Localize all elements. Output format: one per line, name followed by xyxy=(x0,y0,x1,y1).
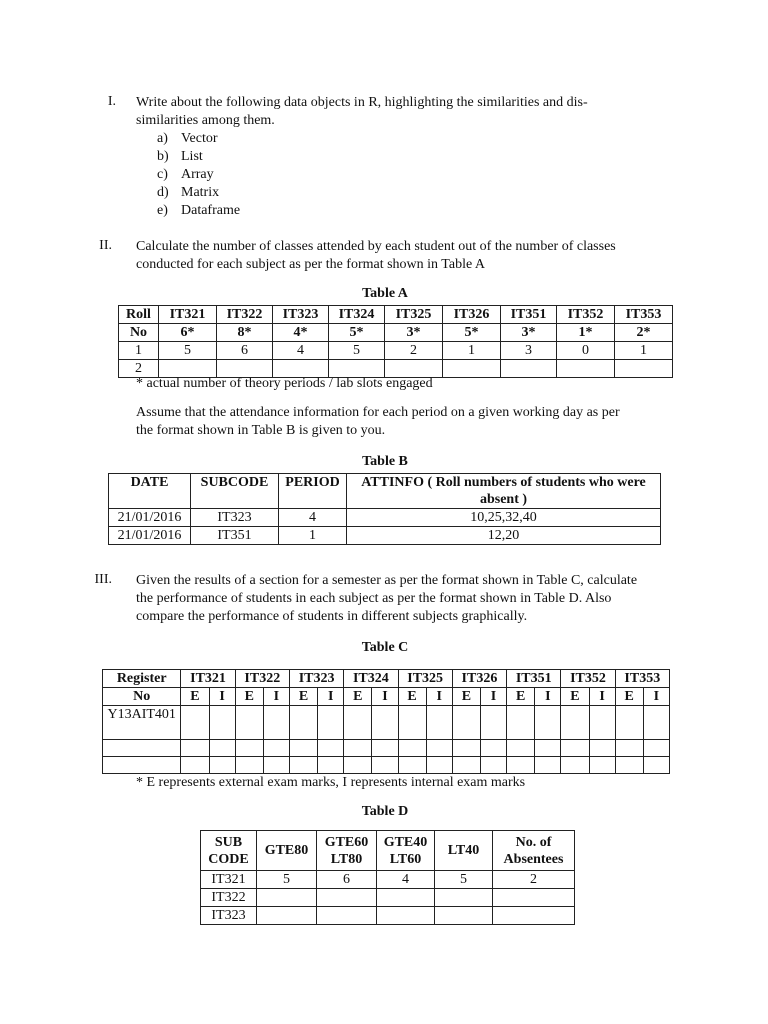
table-c-subject: IT323 xyxy=(289,670,343,688)
table-c-subject: IT322 xyxy=(235,670,289,688)
table-a-head: 8* xyxy=(217,324,273,342)
table-b xyxy=(108,473,661,545)
option-e: e) Dataframe xyxy=(157,203,241,218)
table-a-head: 4* xyxy=(273,324,329,342)
table-c-subject: IT326 xyxy=(452,670,506,688)
table-b-cell: 1 xyxy=(279,527,347,545)
table-b-cell: 12,20 xyxy=(347,527,661,545)
table-d-cell: IT322 xyxy=(201,889,257,907)
table-d-cell: 4 xyxy=(377,871,435,889)
table-row xyxy=(103,757,670,774)
option-b: b) List xyxy=(157,149,203,164)
table-d-cell xyxy=(493,907,575,925)
table-c-caption: Table C xyxy=(361,640,409,655)
table-c-note: * E represents external exam marks, I represents internal exam marks xyxy=(136,775,526,790)
q2-line2: conducted for each subject as per the format shown in Table A xyxy=(136,257,486,272)
table-a-cell: 6 xyxy=(217,342,273,360)
option-c: c) Array xyxy=(157,167,214,182)
table-d-cell xyxy=(317,907,377,925)
table-row xyxy=(119,342,673,360)
table-d-cell: 6 xyxy=(317,871,377,889)
table-c-i: I xyxy=(318,688,344,706)
table-c-i: I xyxy=(643,688,669,706)
table-a-cell: 1 xyxy=(443,342,501,360)
table-d-cell xyxy=(377,907,435,925)
table-a-header-bottom xyxy=(119,324,673,342)
q1-line1: Write about the following data objects in R, highlighting the similarities and dis- xyxy=(136,95,588,110)
table-row xyxy=(103,740,670,757)
table-row xyxy=(201,889,575,907)
table-c-i: I xyxy=(426,688,452,706)
table-a-head: 3* xyxy=(385,324,443,342)
table-d-head: No. of Absentees xyxy=(493,831,575,871)
q1-options xyxy=(157,130,240,220)
table-d-header xyxy=(201,831,575,871)
table-d-head: LT40 xyxy=(435,831,493,871)
table-b-cell: 4 xyxy=(279,509,347,527)
table-c-header-bottom xyxy=(103,688,670,706)
table-c-e: E xyxy=(235,688,263,706)
table-b-head: ATTINFO ( Roll numbers of students who were absent ) xyxy=(347,474,661,509)
table-a-caption: Table A xyxy=(362,286,408,301)
table-row xyxy=(103,706,670,740)
table-a-note: * actual number of theory periods / lab slots engaged xyxy=(136,376,433,391)
q3-text xyxy=(136,572,676,626)
q3-line2: the performance of students in each subject as per the format shown in Table D. Also xyxy=(136,591,612,606)
table-row xyxy=(109,509,661,527)
table-c-i: I xyxy=(535,688,561,706)
table-b-cell: IT323 xyxy=(191,509,279,527)
table-c-header-top xyxy=(103,670,670,688)
q1-line2: similarities among them. xyxy=(136,113,275,128)
table-c-e: E xyxy=(615,688,643,706)
q2-number: II. xyxy=(99,238,112,253)
table-a-cell xyxy=(615,360,673,378)
table-c-e: E xyxy=(398,688,426,706)
table-a-cell: 5 xyxy=(329,342,385,360)
table-b-cell: 21/01/2016 xyxy=(109,509,191,527)
table-d-head: SUB CODE xyxy=(201,831,257,871)
table-c-subject: IT352 xyxy=(561,670,615,688)
q3-number: III. xyxy=(94,572,112,587)
table-a-head: IT351 xyxy=(501,306,557,324)
table-c-head: Register xyxy=(103,670,181,688)
table-a-head: IT321 xyxy=(159,306,217,324)
table-a-cell: 1 xyxy=(615,342,673,360)
q2-line1: Calculate the number of classes attended by each student out of the number of classes xyxy=(136,239,616,254)
table-a-head: 2* xyxy=(615,324,673,342)
table-a-cell: 2 xyxy=(385,342,443,360)
table-a-head: IT325 xyxy=(385,306,443,324)
table-a-cell xyxy=(557,360,615,378)
table-row xyxy=(109,527,661,545)
q2-para-line2: the format shown in Table B is given to you. xyxy=(136,423,386,438)
table-c-subject: IT353 xyxy=(615,670,669,688)
table-d xyxy=(200,830,575,925)
table-c-register: Y13AIT401 xyxy=(103,706,181,740)
table-d-cell xyxy=(257,907,317,925)
table-c xyxy=(102,669,670,774)
table-a-head: IT352 xyxy=(557,306,615,324)
table-c-i: I xyxy=(589,688,615,706)
table-b-cell: 21/01/2016 xyxy=(109,527,191,545)
q1-number: I. xyxy=(107,94,116,109)
table-a xyxy=(118,305,673,378)
table-d-cell xyxy=(377,889,435,907)
table-a-cell: 4 xyxy=(273,342,329,360)
table-a-head: 3* xyxy=(501,324,557,342)
table-d-cell xyxy=(257,889,317,907)
table-c-i: I xyxy=(263,688,289,706)
table-c-subject: IT351 xyxy=(507,670,561,688)
table-c-e: E xyxy=(289,688,317,706)
q1-text xyxy=(136,94,656,130)
table-d-head: GTE80 xyxy=(257,831,317,871)
table-a-cell: 3 xyxy=(501,342,557,360)
table-a-head: Roll xyxy=(119,306,159,324)
table-d-head: GTE40 LT60 xyxy=(377,831,435,871)
table-a-cell xyxy=(443,360,501,378)
table-a-head: No xyxy=(119,324,159,342)
table-d-cell: IT323 xyxy=(201,907,257,925)
q2-para-line1: Assume that the attendance information for each period on a given working day as per xyxy=(136,405,620,420)
table-d-cell xyxy=(317,889,377,907)
table-b-head: SUBCODE xyxy=(191,474,279,509)
table-a-head: IT353 xyxy=(615,306,673,324)
table-b-cell: IT351 xyxy=(191,527,279,545)
table-a-head: 6* xyxy=(159,324,217,342)
table-c-e: E xyxy=(561,688,589,706)
table-a-cell: 1 xyxy=(119,342,159,360)
table-d-caption: Table D xyxy=(361,804,409,819)
table-c-i: I xyxy=(480,688,506,706)
table-c-subject: IT325 xyxy=(398,670,452,688)
table-a-cell: 0 xyxy=(557,342,615,360)
table-c-subject: IT324 xyxy=(344,670,398,688)
table-b-caption: Table B xyxy=(362,454,408,469)
table-a-cell xyxy=(501,360,557,378)
table-a-head: IT326 xyxy=(443,306,501,324)
q3-line3: compare the performance of students in different subjects graphically. xyxy=(136,609,528,624)
table-row xyxy=(201,871,575,889)
table-a-cell: 2 xyxy=(119,360,159,378)
table-c-i: I xyxy=(209,688,235,706)
table-a-head: IT323 xyxy=(273,306,329,324)
table-a-cell: 5 xyxy=(159,342,217,360)
option-d: d) Matrix xyxy=(157,185,220,200)
table-a-head: 5* xyxy=(443,324,501,342)
table-d-cell: IT321 xyxy=(201,871,257,889)
table-c-e: E xyxy=(452,688,480,706)
table-d-cell xyxy=(493,889,575,907)
table-b-header xyxy=(109,474,661,509)
table-d-cell: 2 xyxy=(493,871,575,889)
table-d-cell xyxy=(435,889,493,907)
q2-text xyxy=(136,238,666,274)
table-c-e: E xyxy=(344,688,372,706)
table-c-subject: IT321 xyxy=(181,670,235,688)
q2-paragraph xyxy=(136,404,676,440)
table-c-e: E xyxy=(507,688,535,706)
table-a-head: 1* xyxy=(557,324,615,342)
table-a-head: 5* xyxy=(329,324,385,342)
table-a-header-top xyxy=(119,306,673,324)
table-d-cell: 5 xyxy=(257,871,317,889)
table-b-head: PERIOD xyxy=(279,474,347,509)
table-b-cell: 10,25,32,40 xyxy=(347,509,661,527)
table-b-head: DATE xyxy=(109,474,191,509)
option-a: a) Vector xyxy=(157,131,218,146)
table-d-cell: 5 xyxy=(435,871,493,889)
table-c-i: I xyxy=(372,688,398,706)
table-a-head: IT322 xyxy=(217,306,273,324)
table-c-e: E xyxy=(181,688,209,706)
table-row xyxy=(201,907,575,925)
table-d-head: GTE60 LT80 xyxy=(317,831,377,871)
table-d-cell xyxy=(435,907,493,925)
table-a-head: IT324 xyxy=(329,306,385,324)
q3-line1: Given the results of a section for a semester as per the format shown in Table C, calculate xyxy=(136,573,638,588)
table-c-head: No xyxy=(103,688,181,706)
